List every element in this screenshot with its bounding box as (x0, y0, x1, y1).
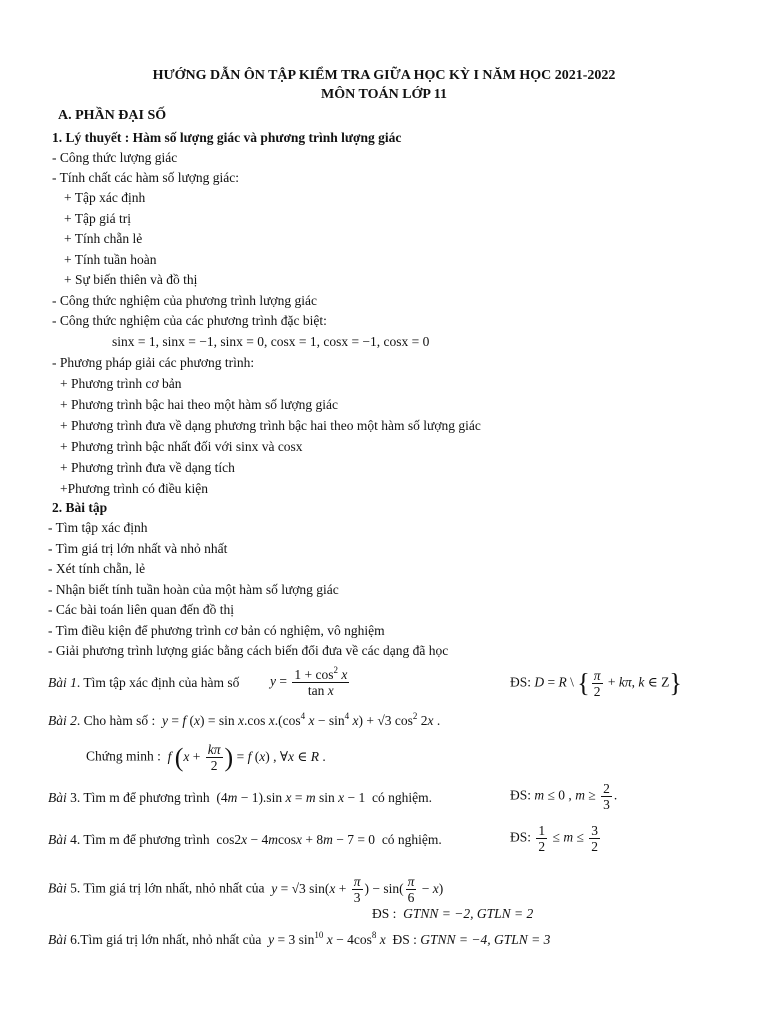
problem-6 (48, 932, 550, 948)
answer-value: GTNN = −4, GTLN = 3 (420, 932, 551, 947)
problem-after: có nghiệm. (381, 832, 442, 847)
problem-label: Bài 1 (48, 675, 77, 690)
answer-label: ĐS: (510, 829, 532, 845)
answer-label: ĐS: (510, 787, 532, 803)
problem-text: 5. Tìm giá trị lớn nhất, nhỏ nhất của (70, 880, 265, 896)
problem-4-equation: cos2x − 4mcosx + 8m − 7 = 0 (212, 832, 379, 847)
document-title: HƯỚNG DẪN ÔN TẬP KIỂM TRA GIỮA HỌC KỲ I NĂM HỌC 2021-2022 (152, 68, 616, 83)
theory-subitem: + Tính tuần hoàn (64, 252, 157, 267)
prove-label: Chứng minh : (86, 748, 161, 764)
section-heading: A. PHẦN ĐẠI SỐ (58, 108, 167, 123)
problem-label: Bài (48, 832, 67, 847)
exercise-item: - Các bài toán liên quan đến đồ thị (48, 602, 234, 617)
problem-label: Bài (48, 790, 67, 805)
exercise-item: - Nhận biết tính tuần hoàn của một hàm số lượng giác (48, 582, 339, 597)
method-item: + Phương trình bậc nhất đối với sinx và cosx (60, 439, 303, 454)
exercise-item: - Xét tính chẵn, lẻ (48, 561, 146, 576)
exercise-item: - Tìm giá trị lớn nhất và nhỏ nhất (48, 541, 228, 556)
theory-item: - Công thức nghiệm của các phương trình đặc biệt: (52, 313, 327, 328)
theory-item: - Tính chất các hàm số lượng giác: (52, 170, 240, 185)
method-item: + Phương trình cơ bản (60, 376, 182, 391)
exercise-item: - Giải phương trình lượng giác bằng cách biến đổi đưa về các dạng đã học (48, 643, 449, 658)
theory-subitem: + Tập xác định (64, 190, 146, 205)
problem-6-function: y = 3 $\sin^{10} x - 4\cos^8$ x (268, 930, 386, 947)
exercise-item: - Tìm điều kiện để phương trình cơ bản có nghiệm, vô nghiệm (48, 623, 385, 638)
problem-text: 3. Tìm m để phương trình (70, 790, 210, 805)
theory-subitem: + Tính chẵn lẻ (64, 231, 143, 246)
problem-after: có nghiệm. (371, 790, 432, 805)
problem-4 (48, 832, 442, 848)
problem-4-answer: ĐS: $\frac{1}{2}$ ≤ m ≤ $\frac{3}{2}$ (510, 823, 598, 854)
problem-label: Bài (48, 880, 67, 896)
special-equations: sinx = 1, sinx = −1, sinx = 0, cosx = 1, cosx = −1, cosx = 0 (112, 334, 430, 349)
methods-heading: - Phương pháp giải các phương trình: (52, 355, 255, 370)
problem-text: . Cho hàm số : (76, 713, 156, 728)
document-subtitle: MÔN TOÁN LỚP 11 (321, 87, 447, 102)
theory-heading: 1. Lý thuyết : Hàm số lượng giác và phương trình lượng giác (52, 130, 402, 145)
answer-label: ĐS: (510, 674, 532, 690)
problem-1-formula: y = $\frac{1 + \cos^2 x}{\text{tan x}}$ (270, 665, 348, 698)
problem-5-answer (372, 906, 533, 922)
theory-item: - Công thức lượng giác (52, 150, 178, 165)
problem-label: Bài (48, 932, 67, 947)
problem-label: Bài 2 (48, 713, 77, 728)
problem-3 (48, 790, 432, 806)
problem-3-equation: (4m − 1).sin x = m sin x − 1 (212, 790, 369, 805)
problem-2 (48, 713, 440, 729)
problem-text: 4. Tìm m để phương trình (70, 832, 210, 847)
problem-text: . Tìm tập xác định của hàm số (76, 675, 240, 690)
problem-2-prove (86, 742, 326, 773)
method-item: + Phương trình đưa về dạng phương trình bậc hai theo một hàm số lượng giác (60, 418, 481, 433)
exercise-item: - Tìm tập xác định (48, 520, 148, 535)
answer-label: ĐS : (372, 906, 397, 921)
problem-text: 6.Tìm giá trị lớn nhất, nhỏ nhất của (70, 932, 262, 947)
method-item: + Phương trình bậc hai theo một hàm số lượng giác (60, 397, 338, 412)
method-item: + Phương trình đưa về dạng tích (60, 460, 235, 475)
theory-item: - Công thức nghiệm của phương trình lượng giác (52, 293, 317, 308)
problem-2-identity: f (x + $\frac{k\pi}{2}$ ) = f (x) , ∀x ∈ R . (167, 742, 326, 773)
problem-2-formula: y = f (x) = sin x.cos $x.(\cos^4$ $x - \sin^4 x) + √3$ $\cos^2 2x$ . (162, 711, 441, 728)
answer-value: GTNN = −2, GTLN = 2 (403, 906, 534, 921)
theory-subitem: + Tập giá trị (64, 211, 131, 226)
theory-subitem: + Sự biến thiên và đồ thị (64, 272, 198, 287)
problem-5-function: y = √3 sin(x + $\frac{\pi}{3}$ ) − sin( $\frac{\pi}{6}$ − x) (271, 874, 444, 905)
problem-5 (48, 874, 443, 905)
problem-3-answer: ĐS: m ≤ 0 , m ≥ $\frac{2}{3}$ . (510, 781, 618, 812)
problem-1-answer: ĐS: D = R \ { $\frac{\pi}{2}$ + kπ, k ∈ Z} (510, 668, 682, 699)
method-item: +Phương trình có điều kiện (60, 481, 209, 496)
exercise-heading: 2. Bài tập (52, 500, 108, 515)
answer-label: ĐS : (392, 932, 417, 947)
problem-1 (48, 675, 239, 691)
